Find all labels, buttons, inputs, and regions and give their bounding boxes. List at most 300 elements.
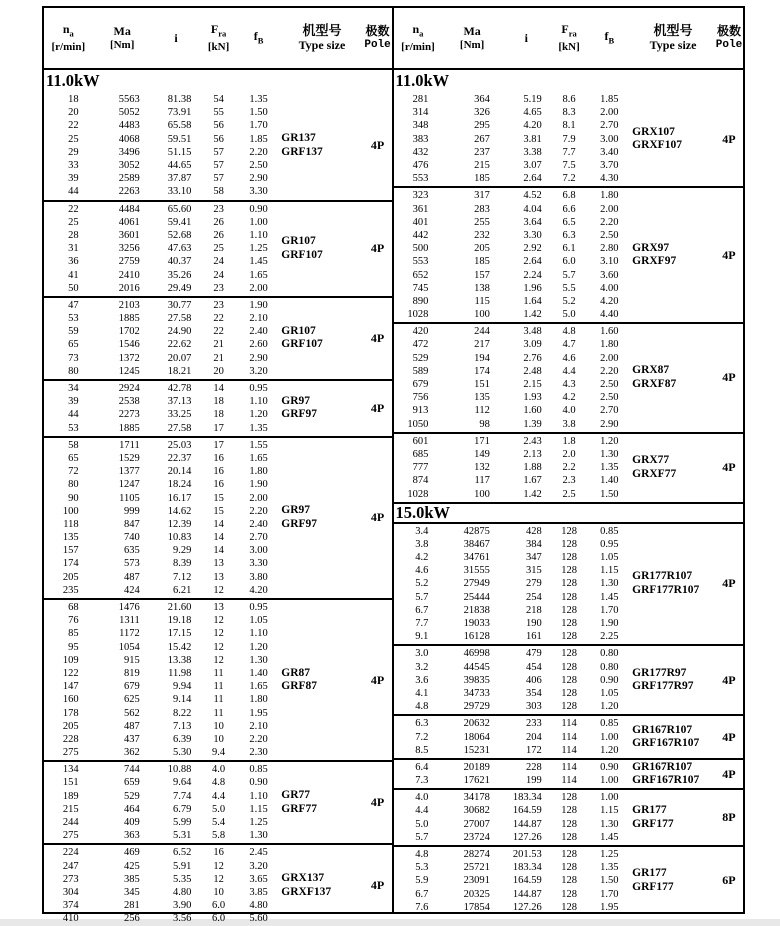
torque-value: 5563 [118,94,140,106]
pole-value: 4P [370,878,385,893]
service-factor-value: 1.80 [249,694,268,706]
speed-value: 44 [68,409,79,421]
ratio-value: 24.90 [167,326,192,338]
radial-force-value: 5.0 [212,803,226,815]
radial-force-value: 11 [213,667,224,679]
service-factor-value: 0.95 [249,383,268,395]
rating-block [394,432,744,502]
radial-force-value: 12 [213,615,224,627]
ratio-value: 1.93 [523,392,542,404]
ratio-value: 183.34 [512,862,542,874]
torque-value: 34178 [463,792,490,804]
torque-value: 1885 [118,313,140,325]
ratio-value: 5.31 [172,830,192,842]
speed-value: 205 [62,571,79,583]
ratio-value: 18.21 [167,365,192,377]
service-factor-value: 4.00 [600,282,619,294]
radial-force-value: 25 [213,243,224,255]
radial-force-value: 8.1 [562,120,576,132]
ratio-value: 2.64 [523,173,542,185]
ratio-value: 15.42 [167,641,192,653]
speed-value: 1028 [407,309,429,321]
service-factor-value: 1.05 [600,552,619,564]
speed-value: 18 [68,94,79,106]
radial-force-value: 14 [213,518,224,530]
ratio-value: 3.09 [523,339,542,351]
header-speed: $n_a$ [r/min] [51,21,86,54]
ratio-value: 428 [526,525,542,537]
speed-value: 50 [68,282,79,294]
header-torque: Ma [Nm] [109,24,135,51]
speed-value: 151 [62,777,79,789]
service-factor-value: 2.20 [249,733,268,745]
torque-value: 464 [123,803,140,815]
radial-force-value: 14 [213,532,224,544]
ratio-value: 21.60 [167,602,192,614]
torque-value: 27949 [463,578,490,590]
radial-force-value: 5.7 [562,269,576,281]
type-size-line: GR177R107 [632,570,693,583]
service-factor-value: 1.20 [600,435,619,447]
speed-value: 500 [412,243,429,255]
ratio-value: 9.14 [172,694,192,706]
speed-value: 553 [412,256,429,268]
radial-force-value: 128 [561,648,577,660]
radial-force-value: 17 [213,422,224,434]
radial-force-value: 21 [213,352,224,364]
speed-value: 314 [412,107,429,119]
radial-force-value: 24 [213,256,224,268]
radial-force-value: 7.7 [562,146,576,158]
speed-value: 53 [68,313,79,325]
torque-value: 100 [474,309,490,321]
type-size-label [631,761,715,788]
service-factor-value: 3.10 [600,256,619,268]
torque-value: 819 [123,667,140,679]
service-factor-value: 2.20 [249,146,268,158]
torque-value: 295 [474,120,490,132]
ratio-value: 52.68 [167,229,192,241]
torque-value: 4484 [118,203,140,215]
ratio-value: 8.22 [172,707,192,719]
ratio-value: 1.64 [523,295,542,307]
speed-value: 410 [62,913,79,925]
rating-block [44,760,392,843]
type-size-label [280,789,363,816]
speed-value: 244 [62,817,79,829]
speed-value: 147 [62,681,79,693]
radial-force-value: 55 [213,107,224,119]
torque-value: 1245 [118,365,140,377]
ratio-value: 10.83 [167,532,192,544]
header-speed: $n_a$ [r/min] [401,21,435,54]
ratio-value: 1.42 [523,309,542,321]
ratio-value: 44.65 [167,160,192,172]
speed-value: 76 [68,615,79,627]
ratio-value: 10.88 [167,764,192,776]
type-size-line: GRF77 [281,802,318,815]
radial-force-value: 114 [561,775,577,787]
speed-value: 679 [412,379,429,391]
service-factor-value: 1.00 [249,216,268,228]
type-size-label [280,504,363,531]
speed-value: 589 [412,365,429,377]
radial-force-value: 128 [561,862,577,874]
radial-force-value: 128 [561,831,577,843]
torque-value: 679 [123,681,140,693]
type-size-line: GRXF107 [632,139,682,152]
speed-value: 178 [62,707,79,719]
header-service-factor: $f_B$ [253,28,264,46]
service-factor-value: 0.90 [249,203,268,215]
radial-force-value: 7.9 [562,133,576,145]
speed-value: 5.7 [415,831,429,843]
torque-value: 42875 [463,525,490,537]
speed-value: 189 [62,790,79,802]
ratio-value: 59.41 [167,216,192,228]
service-factor-value: 1.65 [249,269,268,281]
ratio-value: 384 [526,538,542,550]
type-size-label [280,325,363,352]
ratio-value: 204 [526,731,542,743]
ratio-value: 5.30 [172,747,192,759]
service-factor-value: 1.95 [600,901,619,913]
radial-force-value: 128 [561,888,577,900]
ratio-value: 12.39 [167,518,192,530]
pole-value: 4P [370,795,385,810]
type-size-label [280,872,363,899]
service-factor-value: 1.80 [600,339,619,351]
radial-force-value: 12 [213,873,224,885]
service-factor-value: 1.10 [249,628,268,640]
ratio-value: 65.60 [167,203,192,215]
ratio-value: 2.43 [523,435,542,447]
ratio-value: 9.94 [172,681,192,693]
torque-value: 469 [123,847,140,859]
ratio-value: 5.35 [172,873,192,885]
ratio-value: 18.24 [167,479,192,491]
ratio-value: 279 [526,578,542,590]
torque-value: 4061 [118,216,140,228]
service-factor-value: 1.55 [249,439,268,451]
speed-value: 745 [412,282,429,294]
radial-force-value: 4.2 [562,392,576,404]
ratio-value: 183.34 [512,792,542,804]
torque-value: 5052 [118,107,140,119]
service-factor-value: 1.20 [249,641,268,653]
radial-force-value: 6.3 [562,229,576,241]
speed-value: 39 [68,396,79,408]
radial-force-value: 56 [213,133,224,145]
speed-value: 9.1 [415,631,429,643]
torque-value: 562 [123,707,140,719]
service-factor-value: 2.25 [600,631,619,643]
radial-force-value: 21 [213,339,224,351]
ratio-value: 16.17 [167,492,192,504]
speed-value: 25 [68,133,79,145]
torque-value: 135 [474,392,490,404]
torque-value: 1711 [119,439,140,451]
ratio-value: 4.20 [523,120,542,132]
service-factor-value: 1.30 [600,448,619,460]
service-factor-value: 3.00 [600,133,619,145]
radial-force-value: 5.0 [562,309,576,321]
speed-value: 5.2 [415,578,429,590]
torque-value: 34761 [463,552,490,564]
radial-force-value: 22 [213,313,224,325]
service-factor-value: 0.85 [249,764,268,776]
type-size-label [631,454,715,481]
radial-force-value: 26 [213,229,224,241]
torque-value: 232 [474,229,490,241]
torque-value: 1172 [119,628,140,640]
service-factor-value: 2.70 [600,120,619,132]
service-factor-value: 1.45 [249,256,268,268]
radial-force-value: 128 [561,875,577,887]
radial-force-value: 5.4 [212,817,226,829]
torque-value: 267 [474,133,490,145]
radial-force-value: 16 [213,466,224,478]
service-factor-value: 2.00 [600,107,619,119]
service-factor-value: 1.15 [249,803,268,815]
ratio-value: 164.59 [512,805,542,817]
radial-force-value: 128 [561,674,577,686]
speed-value: 5.3 [415,862,429,874]
type-size-line: GRF167R107 [632,774,700,786]
pole-value: 4P [722,766,736,781]
service-factor-value: 1.35 [249,94,268,106]
speed-value: 7.6 [415,901,429,913]
radial-force-value: 11 [213,694,224,706]
speed-value: 4.8 [415,701,429,713]
speed-value: 247 [62,860,79,872]
ratio-value: 127.26 [512,901,542,913]
speed-value: 4.2 [415,552,429,564]
torque-value: 1054 [118,641,140,653]
radial-force-value: 4.0 [212,764,226,776]
speed-value: 6.7 [415,604,429,616]
speed-value: 53 [68,422,79,434]
pole-value: 6P [722,873,736,888]
type-size-line: GRF107 [281,338,323,351]
speed-value: 205 [62,720,79,732]
service-factor-value: 1.10 [249,396,268,408]
radial-force-value: 10 [213,733,224,745]
torque-value: 281 [123,900,140,912]
radial-force-value: 6.0 [562,256,576,268]
type-size-line: GR107 [281,324,316,337]
speed-value: 304 [62,886,79,898]
type-size-line: GRX97 [632,241,670,254]
torque-value: 20632 [463,718,490,730]
speed-value: 323 [412,190,429,202]
ratio-value: 2.76 [523,352,542,364]
ratio-value: 7.13 [172,720,192,732]
torque-value: 17854 [463,901,490,913]
ratio-value: 172 [526,744,542,756]
type-size-label [631,667,715,694]
service-factor-value: 0.80 [600,648,619,660]
service-factor-value: 3.60 [600,269,619,281]
ratio-value: 1.60 [523,405,542,417]
radial-force-value: 114 [561,731,577,743]
radial-force-value: 57 [213,160,224,172]
speed-value: 420 [412,326,429,338]
service-factor-value: 1.20 [249,409,268,421]
type-size-line: GRF137 [281,145,323,158]
ratio-value: 81.38 [167,94,192,106]
service-factor-value: 2.70 [249,532,268,544]
radial-force-value: 13 [213,602,224,614]
radial-force-value: 128 [561,591,577,603]
type-size-line: GRX87 [632,364,670,377]
type-size-line: GRF177 [632,817,674,830]
service-factor-value: 1.25 [249,243,268,255]
pole-value: 4P [722,131,736,146]
torque-value: 237 [474,146,490,158]
ratio-value: 37.13 [167,396,192,408]
ratio-value: 9.29 [172,545,192,557]
torque-value: 487 [123,571,140,583]
torque-value: 573 [123,558,140,570]
speed-value: 90 [68,492,79,504]
service-factor-value: 2.45 [249,847,268,859]
speed-value: 59 [68,326,79,338]
type-size-line: GRF97 [281,517,318,530]
ratio-value: 2.92 [523,243,542,255]
torque-value: 2759 [118,256,140,268]
rating-block [394,524,744,645]
type-size-line: GRF167R107 [632,737,700,750]
ratio-value: 6.52 [172,847,192,859]
radial-force-value: 114 [561,718,577,730]
speed-value: 224 [62,847,79,859]
ratio-value: 1.39 [523,418,542,430]
ratio-value: 199 [526,775,542,787]
radial-force-value: 128 [561,552,577,564]
ratio-value: 406 [526,674,542,686]
service-factor-value: 1.25 [249,817,268,829]
header-torque: Ma [Nm] [459,24,485,51]
ratio-value: 3.90 [172,900,192,912]
type-size-label [631,126,715,153]
ratio-value: 6.21 [172,584,192,596]
torque-value: 20189 [463,761,490,773]
ratio-value: 454 [526,661,542,673]
radial-force-value: 12 [213,860,224,872]
speed-value: 4.1 [415,687,429,699]
radial-force-value: 16 [213,479,224,491]
type-size-line: GRX107 [632,125,675,138]
service-factor-value: 1.90 [249,479,268,491]
speed-value: 118 [63,518,79,530]
ratio-value: 40.37 [167,256,192,268]
service-factor-value: 1.10 [249,790,268,802]
ratio-value: 19.18 [167,615,192,627]
type-size-label [280,235,363,262]
type-size-line: GR167R107 [632,760,693,773]
type-size-line: GR137 [281,132,316,145]
pole-value: 4P [722,576,736,591]
service-factor-value: 1.80 [249,466,268,478]
service-factor-value: 1.90 [600,618,619,630]
radial-force-value: 12 [213,584,224,596]
type-size-label [280,395,363,422]
radial-force-value: 17 [213,439,224,451]
ratio-value: 20.07 [167,352,192,364]
radial-force-value: 23 [213,299,224,311]
speed-value: 68 [68,602,79,614]
radial-force-value: 128 [561,701,577,713]
speed-value: 100 [62,505,79,517]
service-factor-value: 1.15 [600,565,619,577]
radial-force-value: 9.4 [212,747,226,759]
pole-value: 4P [722,460,736,475]
radial-force-value: 15 [213,505,224,517]
speed-value: 33 [68,160,79,172]
table-right-half [394,8,744,912]
radial-force-value: 5.2 [562,295,576,307]
radial-force-value: 56 [213,120,224,132]
radial-force-value: 23 [213,203,224,215]
service-factor-value: 2.60 [249,339,268,351]
speed-value: 401 [412,216,429,228]
header-radial-force: $F_{ra}$ [kN] [558,21,580,54]
speed-value: 890 [412,295,429,307]
torque-value: 1372 [118,352,140,364]
torque-value: 174 [474,365,490,377]
radial-force-value: 2.2 [562,462,576,474]
torque-value: 151 [474,379,490,391]
type-size-line: GRF177 [632,880,674,893]
service-factor-value: 2.90 [249,173,268,185]
pole-value: 4P [722,247,736,262]
service-factor-value: 1.25 [600,849,619,861]
header-ratio: i [174,31,178,45]
service-factor-value: 1.10 [249,229,268,241]
speed-value: 44 [68,186,79,198]
torque-value: 364 [474,94,490,106]
torque-value: 185 [474,173,490,185]
torque-value: 98 [479,418,490,430]
service-factor-value: 1.70 [600,604,619,616]
ratio-value: 9.64 [172,777,192,789]
speed-value: 553 [412,173,429,185]
torque-value: 16128 [463,631,490,643]
ratio-value: 27.58 [167,422,192,434]
torque-value: 18064 [463,731,490,743]
torque-value: 1529 [118,452,140,464]
ratio-value: 3.81 [523,133,542,145]
speed-value: 685 [412,448,429,460]
torque-value: 625 [123,694,140,706]
rating-block [394,322,744,432]
power-section-header: 11.0kW [395,71,450,90]
radial-force-value: 4.8 [562,326,576,338]
speed-value: 6.3 [415,718,429,730]
service-factor-value: 1.60 [600,326,619,338]
torque-value: 487 [123,720,140,732]
speed-value: 1028 [407,488,429,500]
speed-value: 72 [68,466,79,478]
ratio-value: 3.30 [523,229,542,241]
service-factor-value: 2.80 [600,243,619,255]
radial-force-value: 5.8 [212,830,226,842]
service-factor-value: 0.90 [600,761,619,773]
table-left-half [44,8,394,925]
ratio-value: 6.79 [172,803,192,815]
torque-value: 529 [123,790,140,802]
